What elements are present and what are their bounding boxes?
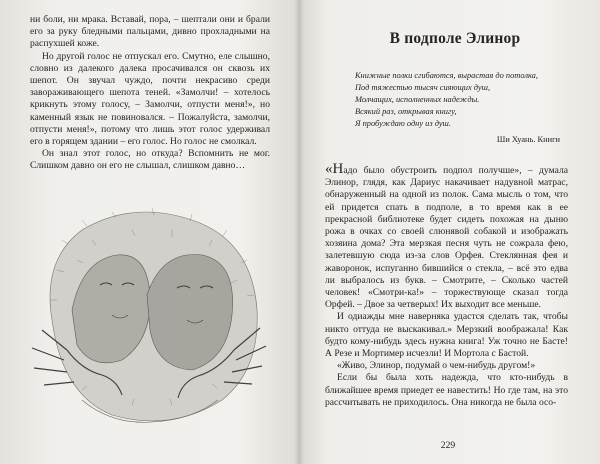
left-page-text [30,14,270,173]
right-paragraph: И одиажды мне наверняка удастся сделать так, чтобы никто оттуда не выскакивал.» Мерзкий воображала! Как будто кому-нибудь здесь нужна книга! Уж точно не Басте! А Резе и Мортимер исчезли! И Мортола с Бастой. [325,311,568,360]
epigraph-line: Я пробуждаю одну из душ. [355,119,451,128]
epigraph-line: Молчащих, исполненных надежды. [355,95,480,104]
epigraph-line: Всякий раз, открывая книгу, [355,107,457,116]
right-paragraph-text: адо было обустроить подпол получше», – думала Элинор, глядя, как Дариус накачивает надувной матрас, обнаруженный на одной из полок. Сама мысль о том, что ей придется спать в подполе, в то время как в ее прекрасной библиотеке будет сидеть похожая на дыню рожа в очках со своей слюнявой собакой и изображать хозяина дома? Эта мерзкая песня чуть не сожрала фею, залетевшую сюда из-за слов Орфея. Стеклянная фея и жаворонок, испуганно бившийся о стекла, – всё это едва ли выбралось из букв. – Смотрите, – Сколько частей человек! «Смотри-ка!» – торжествующе сказал тогда Орфей. – Двое за четверых! Их выходит все меньше. [325,165,568,311]
book-gutter [294,0,304,464]
left-paragraph: Но другой голос не отпускал его. Смутно, еле слышно, словно из далекого далека просачивался он сквозь их шепот. Он звучал чуждо, почти некрасиво среди завораживающего шепота теней. «Замолчи! – хотелось крикнуть этому голосу, – Замолчи, отпусти меня!», но каменный язык не повиновался. – Пожалуйста, замолчи, отпусти меня!», потому что лишь этот голос удерживал его в горящем здании – его голос. Но голос не смолкал. [30,50,270,148]
right-paragraph: Если бы была хоть надежда, что кто-нибудь в ближайшее время приедет ее навестить! Но где там, на это рассчитывать не приходилось. Она никогда не была осо- [325,372,568,408]
epigraph [355,70,555,130]
right-paragraph [325,161,568,311]
epigraph-line: Книжные полки сгибаются, вырастая до потолка, [355,71,538,80]
epigraph-source: Ши Хуань. Книги [496,135,560,144]
left-page [0,0,298,464]
chapter-title: В подполе Элинор [389,30,521,47]
drop-cap: «Н [325,161,344,177]
right-page-text [325,161,568,409]
left-paragraph: Он знал этот голос, но откуда? Вспомнить не мог. Слишком давно он его не слышал, слишком давно… [30,148,270,172]
right-paragraph: «Живо, Элинор, подумай о чем-нибудь другом!» [337,360,536,372]
left-paragraph: ни боли, ни мрака. Вставай, пора, – шептали они и брали его за руку бледными пальцами, дивно прохладными на распухшей коже. [30,14,270,50]
page-number: 229 [440,440,456,451]
ghost-hands-illustration [22,200,272,440]
epigraph-line: Под тяжестью тысяч сияющих душ, [355,83,491,92]
